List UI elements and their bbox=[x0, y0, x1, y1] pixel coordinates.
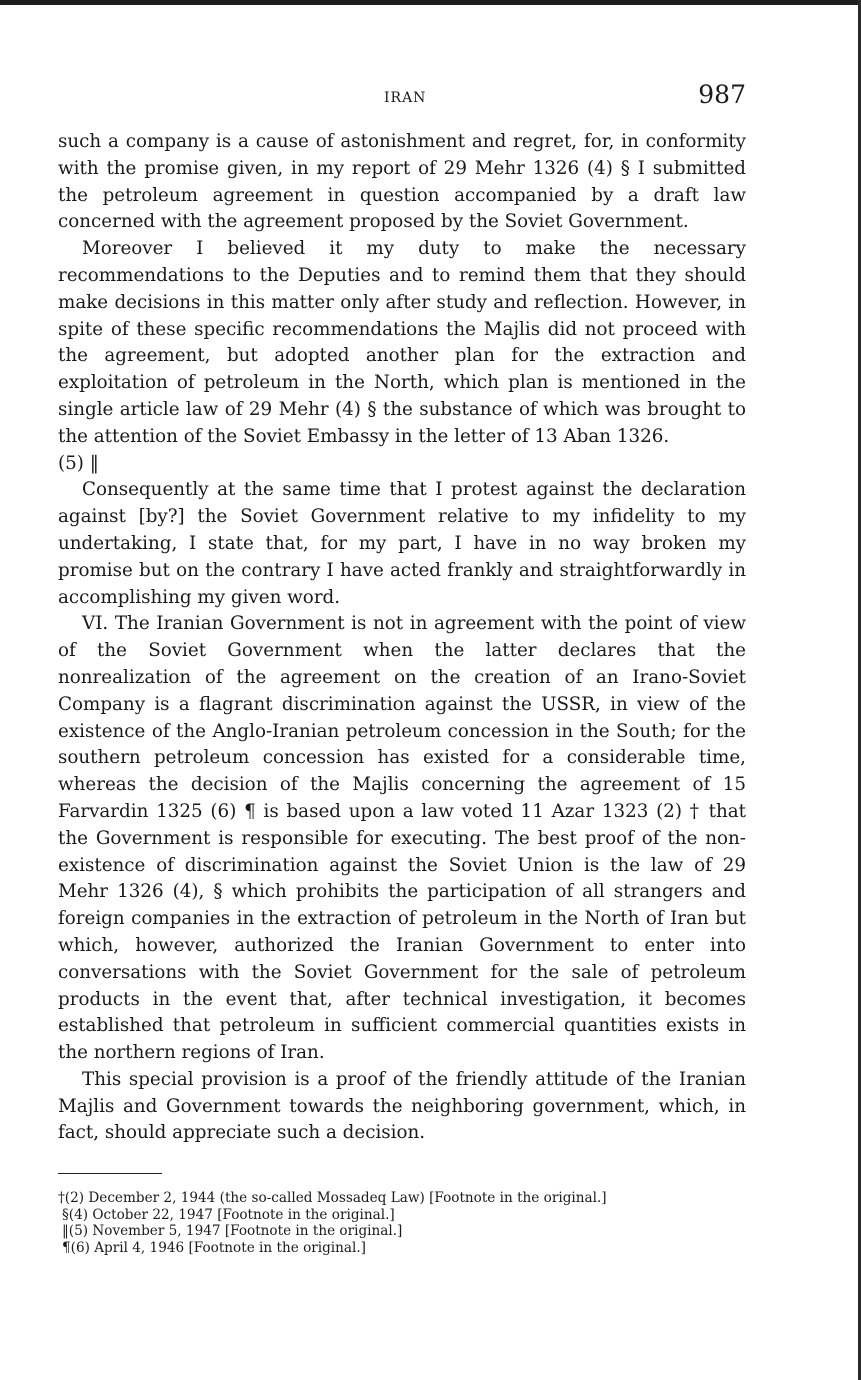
footnote-6: ¶(6) April 4, 1946 [Footnote in the original.] bbox=[62, 1239, 366, 1256]
page-number: 987 bbox=[698, 80, 746, 109]
page-top-border bbox=[0, 0, 861, 5]
paragraph-reference-line: (5) ‖ bbox=[58, 452, 99, 474]
paragraph-protest: Consequently at the same time that I protest against the declaration against [by?] the Soviet Government relative to my infidelity to my undertaking, I state that, for my part, I have in no way broken my promise but on the contrary I have acted frankly and straightforwardly in accomplishing my given word. bbox=[58, 479, 746, 608]
running-title: IRAN bbox=[384, 90, 427, 106]
footnotes bbox=[58, 1190, 746, 1256]
paragraph-section-vi: VI. The Iranian Government is not in agreement with the point of view of the Soviet Government when the latter declares that the nonrealization of the agreement on the creation of an Irano-Soviet Company is a flagrant discrimination against the USSR, in view of the existence of the Anglo-Iranian petroleum concession in the South; for the southern petroleum concession has existed for a considerable time, whereas the decision of the Majlis concerning the agreement of 15 Farvardin 1325 (6) ¶ is based upon a law voted 11 Azar 1323 (2) † that the Government is responsible for executing. The best proof of the non-existence of discrimination against the Soviet Union is the law of 29 Mehr 1326 (4), § which prohibits the participation of all strangers and foreign companies in the extraction of petroleum in the North of Iran but which, however, authorized the Iranian Government to enter into conversations with the Soviet Government for the sale of petroleum products in the event that, after technical investigation, it becomes established that petroleum in sufficient commercial quantities exists in the northern regions of Iran. bbox=[58, 613, 746, 1064]
footnote-rule bbox=[58, 1173, 162, 1174]
page-header bbox=[58, 80, 746, 114]
body-text bbox=[58, 129, 746, 1147]
footnote-5: ‖(5) November 5, 1947 [Footnote in the original.] bbox=[62, 1223, 403, 1240]
footnote-4: §(4) October 22, 1947 [Footnote in the original.] bbox=[62, 1206, 395, 1223]
footnote-2: †(2) December 2, 1944 (the so-called Mossadeq Law) [Footnote in the original.] bbox=[58, 1190, 607, 1206]
paragraph-continuation: such a company is a cause of astonishment and regret, for, in conformity with the promise given, in my report of 29 Mehr 1326 (4) § I submitted the petroleum agreement in question accompanied by a draft law concerned with the agreement proposed by the Soviet Government. bbox=[58, 131, 746, 233]
paragraph-recommendations: Moreover I believed it my duty to make the necessary recommendations to the Deputies and to remind them that they should make decisions in this matter only after study and reflection. However, in spite of these specific recommendations the Majlis did not proceed with the agreement, but adopted another plan for the extraction and exploitation of petroleum in the North, which plan is mentioned in the single article law of 29 Mehr (4) § the substance of which was brought to the attention of the Soviet Embassy in the letter of 13 Aban 1326. bbox=[58, 238, 746, 447]
paragraph-special-provision: This special provision is a proof of the friendly attitude of the Iranian Majlis and Government towards the neighboring government, which, in fact, should appreciate such a decision. bbox=[58, 1068, 746, 1144]
